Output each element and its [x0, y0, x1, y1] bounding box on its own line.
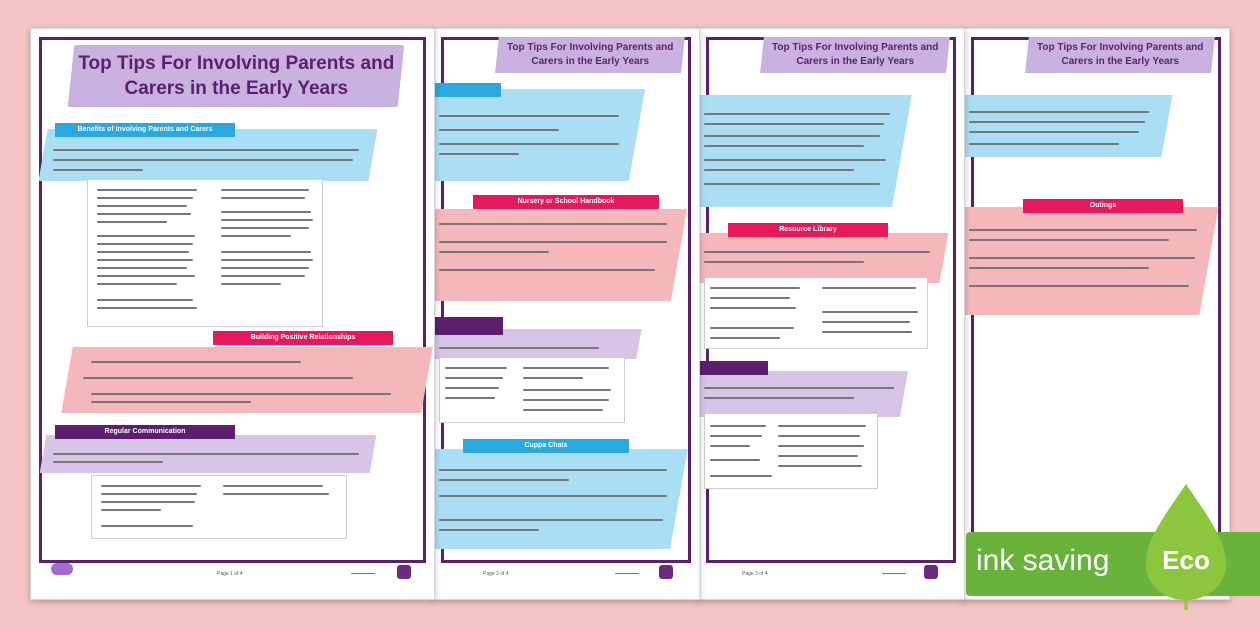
section-band — [697, 95, 912, 207]
page-title: Top Tips For Involving Parents and Carers in the Early Years — [495, 37, 685, 73]
section-band — [962, 95, 1172, 157]
publisher-logo — [924, 565, 938, 579]
page-number: Page 3 of 4 — [742, 571, 768, 577]
section-heading: Outings — [1023, 199, 1183, 213]
section-band — [61, 347, 433, 413]
section-heading-blank — [697, 361, 768, 375]
section-heading: Regular Communication — [55, 425, 235, 439]
section-heading-blank — [432, 317, 503, 335]
page-title: Top Tips For Involving Parents and Carers in the Early Years — [1025, 37, 1215, 73]
section-heading-blank — [432, 83, 501, 97]
publisher-logo — [51, 563, 73, 575]
publisher-logo — [659, 565, 673, 579]
section-heading: Benefits of Involving Parents and Carers — [55, 123, 235, 137]
section-band — [697, 371, 908, 417]
worksheet-page-3 — [697, 28, 965, 600]
eco-label: Eco — [1162, 545, 1210, 575]
section-band — [432, 89, 645, 181]
page-number: Page 1 of 4 — [217, 571, 243, 577]
page-title: Top Tips For Involving Parents and Carers in the Early Years — [68, 45, 405, 107]
publisher-logo — [397, 565, 411, 579]
bullet-box — [87, 179, 323, 327]
section-band — [697, 233, 948, 283]
section-band — [432, 449, 688, 549]
section-heading: Resource Library — [728, 223, 888, 237]
section-heading: Nursery or School Handbook — [473, 195, 659, 209]
worksheet-page-2 — [432, 28, 700, 600]
page-title: Top Tips For Involving Parents and Carers in the Early Years — [760, 37, 950, 73]
section-band — [962, 207, 1219, 315]
section-heading: Cuppa Chats — [463, 439, 629, 453]
page-number: Page 2 of 4 — [483, 571, 509, 577]
worksheet-page-1 — [30, 28, 435, 600]
ink-saving-label: ink saving — [976, 544, 1110, 577]
section-heading: Building Positive Relationships — [213, 331, 393, 345]
